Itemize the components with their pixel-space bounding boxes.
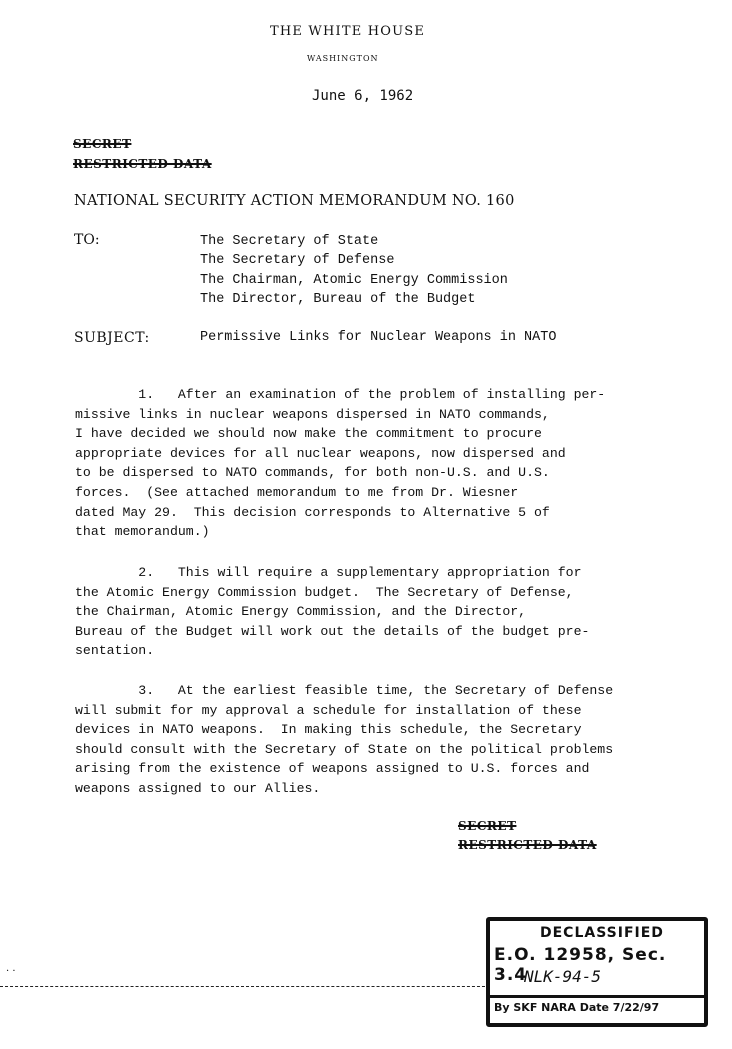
text-line: the Chairman, Atomic Energy Commission, and the Director, <box>75 604 527 620</box>
classification-secret-top: SECRET <box>73 137 132 151</box>
declassification-stamp <box>486 917 708 1027</box>
text-line: dated May 29. This decision corresponds to Alternative 5 of <box>75 504 550 520</box>
text-line: 1. After an examination of the problem of installing per- <box>75 387 606 402</box>
paragraph-2 <box>75 563 665 661</box>
text-line: will submit for my approval a schedule for installation of these <box>75 702 582 718</box>
to-label: TO: <box>74 232 100 248</box>
text-line: Bureau of the Budget will work out the details of the budget pre- <box>75 623 590 639</box>
scan-artifact-rule <box>0 986 490 987</box>
text-line: arising from the existence of weapons assigned to U.S. forces and <box>75 761 590 777</box>
stamp-authority: E.O. 12958, Sec. 3.4 <box>494 945 667 985</box>
text-line: that memorandum.) <box>75 524 210 540</box>
recipients-list <box>200 232 508 309</box>
subject-label: SUBJECT: <box>74 330 150 346</box>
classification-secret-bottom: SECRET <box>458 819 517 833</box>
recipient: The Secretary of Defense <box>200 253 395 269</box>
text-line: devices in NATO weapons. In making this schedule, the Secretary <box>75 722 582 738</box>
text-line: 2. This will require a supplementary appropriation for <box>75 565 582 580</box>
scan-artifact-dots: · · <box>6 966 16 977</box>
text-line: missive links in nuclear weapons dispersed in NATO commands, <box>75 406 550 422</box>
text-line: sentation. <box>75 643 155 659</box>
text-line: weapons assigned to our Allies. <box>75 780 321 796</box>
text-line: 3. At the earliest feasible time, the Secretary of Defense <box>75 683 614 698</box>
text-line: I have decided we should now make the commitment to procure <box>75 426 542 442</box>
letterhead-city: WASHINGTON <box>307 54 379 63</box>
recipient: The Chairman, Atomic Energy Commission <box>200 272 508 288</box>
letterhead-title: THE WHITE HOUSE <box>270 24 426 39</box>
classification-restricted-top: RESTRICTED DATA <box>73 157 212 171</box>
text-line: to be dispersed to NATO commands, for both non-U.S. and U.S. <box>75 465 550 481</box>
stamp-case-number: NLK-94-5 <box>524 967 602 986</box>
stamp-declassified: DECLASSIFIED <box>540 925 664 941</box>
subject-text: Permissive Links for Nuclear Weapons in NATO <box>200 330 557 345</box>
paragraph-1 <box>75 385 665 542</box>
memo-date: June 6, 1962 <box>312 88 414 104</box>
text-line: should consult with the Secretary of State on the political problems <box>75 741 614 757</box>
paragraph-3 <box>75 681 665 799</box>
text-line: forces. (See attached memorandum to me from Dr. Wiesner <box>75 484 519 500</box>
stamp-divider <box>490 995 704 998</box>
text-line: appropriate devices for all nuclear weapons, now dispersed and <box>75 445 566 461</box>
memo-title: NATIONAL SECURITY ACTION MEMORANDUM NO. 160 <box>74 193 515 209</box>
stamp-reviewer-date: By SKF NARA Date 7/22/97 <box>494 1001 660 1014</box>
recipient: The Secretary of State <box>200 234 379 249</box>
recipient: The Director, Bureau of the Budget <box>200 291 476 307</box>
classification-restricted-bottom: RESTRICTED DATA <box>458 838 597 852</box>
text-line: the Atomic Energy Commission budget. The Secretary of Defense, <box>75 584 574 600</box>
